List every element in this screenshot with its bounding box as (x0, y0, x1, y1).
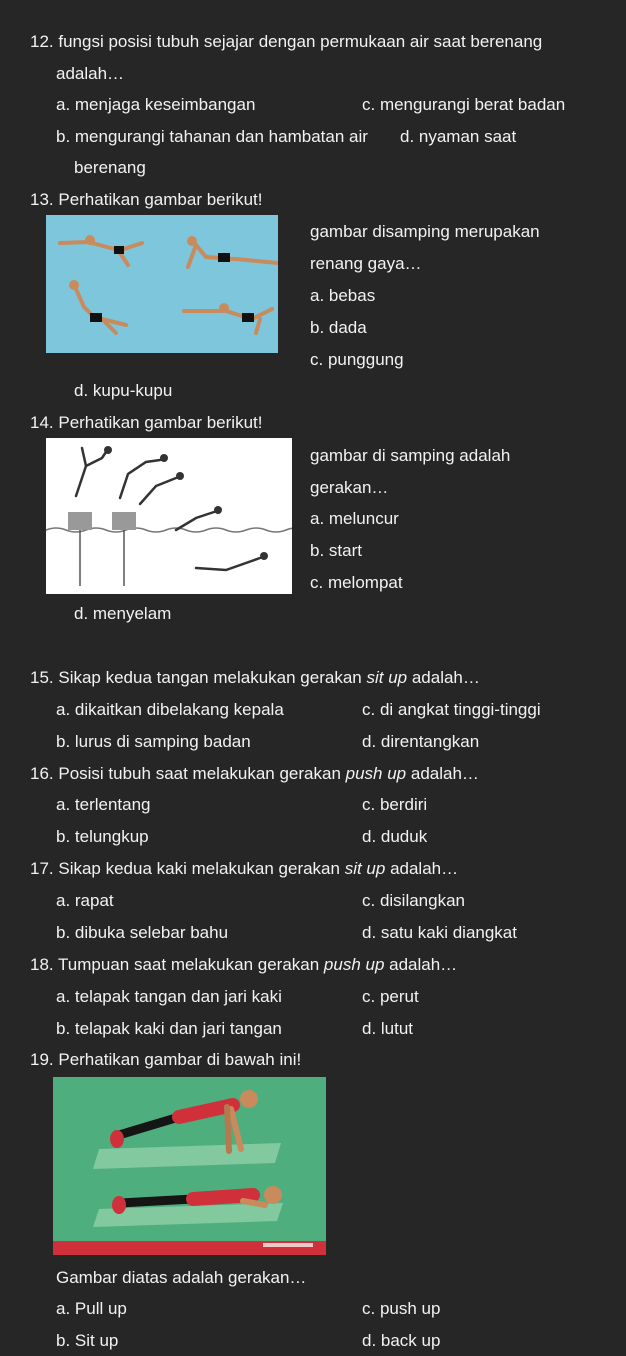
q13-option-b: b. dada (310, 318, 367, 337)
q18-option-d: d. lutut (362, 1019, 414, 1038)
q17-option-d: d. satu kaki diangkat (362, 923, 517, 942)
q14-option-b: b. start (310, 541, 362, 560)
q13-title: 13. Perhatikan gambar berikut! (30, 190, 263, 209)
push-up-high (110, 1090, 258, 1151)
q19-option-c: c. push up (362, 1299, 441, 1318)
q15-option-c: c. di angkat tinggi-tinggi (362, 700, 541, 719)
swimming-figure (46, 215, 278, 353)
q18-option-a: a. telapak tangan dan jari kaki (56, 987, 282, 1006)
q15-option-b: b. lurus di samping badan (56, 732, 251, 751)
q18-stem: 18. Tumpuan saat melakukan gerakan push up adalah… (30, 955, 458, 974)
q12-option-b: b. mengurangi tahanan dan hambatan air (56, 127, 368, 146)
swimmer-3 (76, 289, 126, 333)
q19-option-d: d. back up (362, 1331, 441, 1350)
swimmer-1 (60, 242, 142, 265)
q14-option-c: c. melompat (310, 573, 403, 592)
q16-option-c: c. berdiri (362, 795, 428, 814)
q14-option-a: a. meluncur (310, 509, 399, 528)
q15-option-a: a. dikaitkan dibelakang kepala (56, 700, 284, 719)
q12-option-a: a. menjaga keseimbangan (56, 95, 256, 114)
q17-option-c: c. disilangkan (362, 891, 466, 910)
q18-option-c: c. perut (362, 987, 419, 1006)
q16-option-d: d. duduk (362, 827, 428, 846)
q13-option-a: a. bebas (310, 286, 376, 305)
q19-option-a: a. Pull up (56, 1299, 127, 1318)
q14-stem-line2: gerakan… (310, 478, 389, 497)
q16-option-a: a. terlentang (56, 795, 151, 814)
q14-stem-line1: gambar di samping adalah (310, 446, 511, 465)
q12-option-d-cont: berenang (74, 158, 146, 177)
q17-option-b: b. dibuka selebar bahu (56, 923, 229, 942)
q17-option-a: a. rapat (56, 891, 114, 910)
q13-option-c: c. punggung (310, 350, 404, 369)
swimmer-2 (188, 245, 278, 267)
q12-option-d: d. nyaman saat (400, 127, 517, 146)
q14-title: 14. Perhatikan gambar berikut! (30, 413, 263, 432)
q19-option-b: b. Sit up (56, 1331, 119, 1350)
swim-start-figure (46, 438, 292, 594)
swimmer-4 (184, 309, 272, 333)
q14-option-d: d. menyelam (74, 604, 172, 623)
q18-option-b: b. telapak kaki dan jari tangan (56, 1019, 282, 1038)
q13-stem-line2: renang gaya… (310, 254, 422, 273)
q17-stem: 17. Sikap kedua kaki melakukan gerakan sit up adalah… (30, 859, 459, 878)
q15-option-d: d. direntangkan (362, 732, 480, 751)
q19-title: 19. Perhatikan gambar di bawah ini! (30, 1050, 302, 1069)
q12-stem-line1: 12. fungsi posisi tubuh sejajar dengan permukaan air saat berenang (30, 32, 543, 51)
q13-option-d: d. kupu-kupu (74, 381, 173, 400)
push-up-figure (53, 1077, 326, 1255)
q15-stem: 15. Sikap kedua tangan melakukan gerakan sit up adalah… (30, 668, 480, 687)
q16-stem: 16. Posisi tubuh saat melakukan gerakan push up adalah… (30, 764, 479, 783)
q13-stem-line1: gambar disamping merupakan (310, 222, 540, 241)
q19-stem: Gambar diatas adalah gerakan… (56, 1268, 307, 1287)
q12-option-c: c. mengurangi berat badan (362, 95, 566, 114)
q16-option-b: b. telungkup (56, 827, 149, 846)
q12-stem-line2: adalah… (56, 64, 125, 83)
